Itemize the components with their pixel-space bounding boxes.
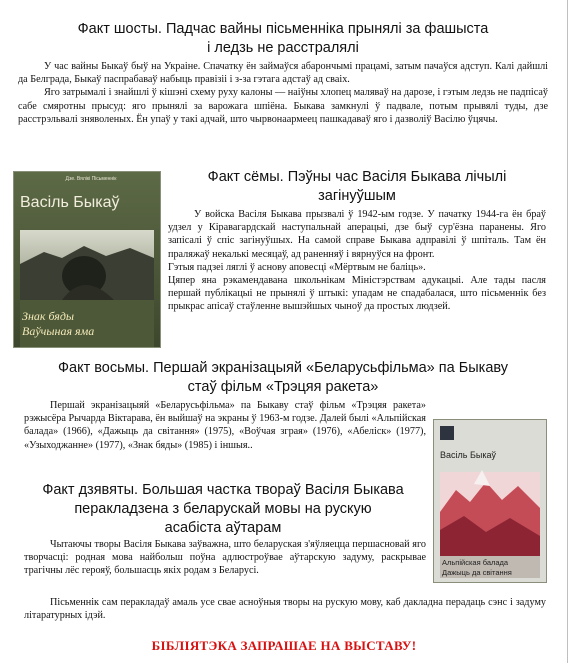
fact9-title-line3: асабіста аўтарам — [164, 520, 282, 536]
fact8-para1: Першай экранізацыяй «Беларусьфільма» па Быкаву стаў фільм «Трэцяя ракета» рэжысёра Рычарда Віктарава, ён выйшаў на экраны ў 1963-м годзе. Далей былі «Альпійская балада» (1966), «Дажыць да світання» (1975), «Воўчая зграя» (1976), «Абеліск» (1977), «Узыходжанне» (1977), «Знак бяды» (1985) і іншыя.. — [24, 400, 426, 451]
fact7-para1: У войска Васіля Быкава прызвалі ў 1942-ым годзе. У пачатку 1944-га ён браў удзел у Кіравагардскай наступальнай аперацыі, дзе быў сур'ёзна паранены. Яго запісалі ў спіс загінуўшых. На самой справе Быкава адправілі ў шпіталь. Там ён праляжаў некалькі месяцаў, ад раненняў і вярнуўся на фронт. — [168, 209, 546, 260]
fact9-title — [20, 481, 426, 538]
fact8-title-line2: стаў фільм «Трэцяя ракета» — [187, 379, 379, 395]
fact9-body2 — [24, 596, 546, 622]
fact6-title-line2: і ледзь не расстралялі — [207, 40, 359, 56]
fact7-para2: Гэтыя падзеі ляглі ў аснову аповесці «Мёртвым не баліць». — [168, 261, 426, 273]
fact8-title — [18, 359, 548, 397]
fact8-title-line1: Факт восьмы. Першай экранізацыяй «Беларусьфільма» па Быкаву — [57, 360, 509, 376]
book2-author: Васіль Быкаў — [440, 450, 496, 460]
fact9-para1: Чытаючы творы Васіля Быкава заўважна, што беларуская з'яўляецца першасновай яго творчасці: родная мова найбольш поўна адлюстроўвае аўтарскую задуму, раскрывае трагічны лёс герояў, большасць якіх родам з Беларусі. — [24, 539, 426, 577]
book-cover-alpiiskaia-balada — [433, 419, 547, 583]
fact7-title-line2: загінуўшым — [318, 188, 396, 204]
fact9-para2: Пісьменнік сам перакладаў амаль усе свае асноўныя творы на рускую мову, каб дакладна перадаць сэнс і задуму літаратурных ідэй. — [24, 597, 546, 622]
book1-title-line1: Знак бяды — [22, 309, 75, 323]
fact7-title-line1: Факт сёмы. Пэўны час Васіля Быкава лічылі — [207, 169, 507, 185]
book1-series: Дзе. Вялікі Пісьменнік — [65, 176, 117, 182]
book2-title-line1: Альпійская балада — [442, 558, 509, 567]
book1-author: Васіль Быкаў — [20, 194, 120, 211]
book-cover-znak-biady — [13, 171, 161, 348]
book2-title-line2: Дажыць да світання — [442, 568, 512, 577]
fact6-section — [18, 20, 548, 126]
fact7-para3: Цяпер яна рэкамендавана школьнікам Міністэрствам адукацыі. Але тады пасля першай публікацыі не прынялі ў штыкі: упадам не спадабалася, што пісьменнік без прыкрас апісаў стаўленне вышэйшых чыноў да простых людзей. — [168, 275, 546, 313]
fact8-body — [24, 399, 426, 452]
fact6-para1: У час вайны Быкаў быў на Украіне. Спачатку ён займаўся абарончымі працамі, затым пачаўся адступ. Калі дайшлі да Белграда, Быкаў паспрабаваў набыць правізіі і з-за гэтага адстаў ад сваіх. — [18, 61, 548, 86]
fact9-title-line1: Факт дзявяты. Большая частка твораў Васіля Быкава — [42, 482, 404, 498]
footer-invitation: БІБЛІЯТЭКА ЗАПРАШАЕ НА ВЫСТАВУ! — [151, 638, 417, 653]
fact6-para2: Яго затрымалі і знайшлі ў кішэні схему руху калоны — наіўны хлопец маляваў на дарозе, і гэтым ледзь не падпісаў сабе смяротны прысуд: яго прынялі за варожага шпіёна. Быкава замкнулі ў падвале, потым прывялі туды, дзе расстрэльвалі зняволеных. Ён упаў у такі адчай, што чырвонаармеец пашкадаваў яго і дазволіў Васілю ўцячы. — [18, 87, 548, 125]
book1-title-line2: Ваўчыная яма — [22, 324, 95, 338]
fact7-section — [168, 168, 546, 314]
fact9-title-line2: перакладзена з беларускай мовы на рускую — [74, 501, 372, 517]
fact6-title-line1: Факт шосты. Падчас вайны пісьменніка прынялі за фашыста — [77, 21, 489, 37]
fact9-body — [24, 538, 426, 578]
